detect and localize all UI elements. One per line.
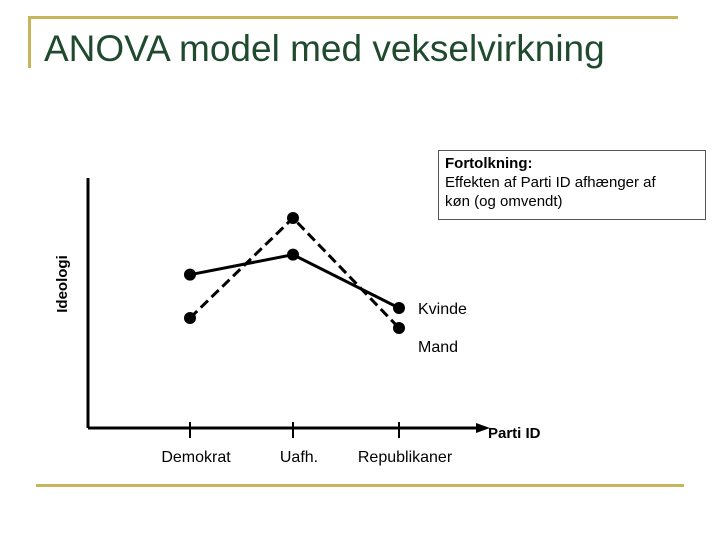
note-title: Fortolkning: — [445, 155, 533, 172]
series-line-mand — [190, 218, 399, 328]
x-tick-label: Demokrat — [161, 449, 231, 466]
x-axis-label: Parti ID — [488, 425, 541, 442]
data-point-mand — [287, 212, 299, 224]
data-point-kvinde — [287, 249, 299, 261]
interpretation-note — [438, 150, 706, 220]
data-point-mand — [184, 312, 196, 324]
series-label-kvinde: Kvinde — [418, 301, 467, 318]
data-point-kvinde — [184, 269, 196, 281]
slide-title: ANOVA model med vekselvirkning — [44, 28, 605, 69]
x-tick-label: Republikaner — [357, 449, 453, 466]
series-line-kvinde — [190, 255, 399, 308]
series-label-mand: Mand — [418, 339, 459, 356]
label-layer — [54, 255, 541, 466]
y-axis-label: Ideologi — [54, 255, 71, 313]
data-point-kvinde — [393, 302, 405, 314]
series-layer — [184, 212, 405, 334]
data-point-mand — [393, 322, 405, 334]
note-line-1: Effekten af Parti ID afhænger af — [445, 174, 656, 191]
x-tick-label: Uafh. — [279, 449, 319, 466]
note-line-2: køn (og omvendt) — [445, 193, 563, 210]
